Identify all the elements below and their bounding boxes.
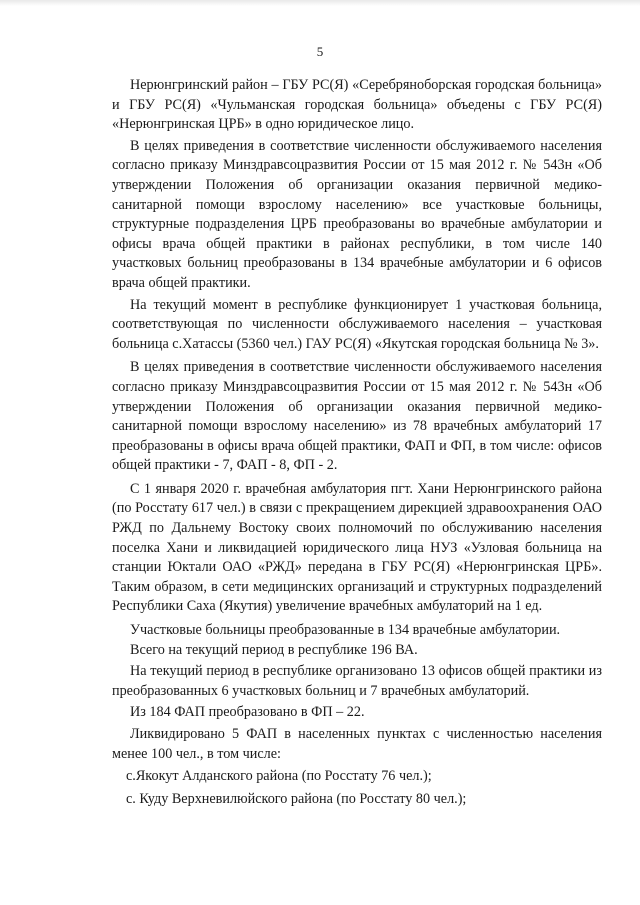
paragraph-liquidated-fap: Ликвидировано 5 ФАП в населенных пунктах с численностью населения менее 100 чел., в том числе: — [112, 726, 602, 762]
list-item-yakokut: с.Якокут Алданского района (по Росстату 76 чел.); — [126, 768, 432, 785]
paragraph-khani-ambulatory: С 1 января 2020 г. врачебная амбулатория пгт. Хани Нерюнгринского района (по Росстату 617 чел.) в связи с прекращением дирекцией здравоохранения ОАО РЖД по Дальнему Востоку своих полномочий по обслуживанию населения поселка Хани и ликвидацией юридического лица НУЗ «Узловая больница на станции Юктали ОАО «РЖД» передана в ГБУ РС(Я) «Нерюнгринская ЦРБ». Таким образом, в сети медицинских организаций и структурных подразделений Республики Саха (Якутия) увеличение врачебных амбулаторий на 1 ед. — [112, 480, 602, 615]
paragraph-gp-offices: На текущий период в республике организовано 13 офисов общей практики из преобразованных 6 участковых больниц и 7 врачебных амбулаторий. — [112, 663, 602, 699]
document-body — [112, 76, 602, 809]
paragraph-current-hospital: На текущий момент в республике функционирует 1 участковая больница, соответствующая по численности обслуживаемого населения – участковая больница с.Хатассы (5360 чел.) ГАУ РС(Я) «Якутская городская больница № 3». — [112, 296, 602, 352]
paragraph-ambulatory-conversion: В целях приведения в соответствие численности обслуживаемого населения согласно приказу Минздравсоцразвития России от 15 мая 2012 г. № 543н «Об утверждении Положения об организации оказания первичной медико-санитарной помощи взрослому населению» из 78 врачебных амбулаторий 17 преобразованы в офисы врача общей практики, ФАП и ФП, в том числе: офисов общей практики - 7, ФАП - 8, ФП - 2. — [112, 359, 602, 474]
paragraph-neryungri-merger: Нерюнгринский район – ГБУ РС(Я) «Серебряноборская городская больница» и ГБУ РС(Я) «Чульманская городская больница» объедены с ГБУ РС(Я) «Нерюнгринская ЦРБ» в одно юридическое лицо. — [112, 77, 602, 133]
paragraph-total-va: Всего на текущий период в республике 196 ВА. — [130, 641, 418, 658]
list-item-kudu: с. Куду Верхневилюйского района (по Росстату 80 чел.); — [126, 790, 467, 807]
page-number: 5 — [316, 44, 324, 59]
paragraph-converted-hospitals: Участковые больницы преобразованные в 134 врачебные амбулатории. — [130, 622, 561, 639]
paragraph-fap-conversion: Из 184 ФАП преобразовано в ФП – 22. — [130, 704, 365, 721]
scan-edge — [0, 0, 640, 6]
paragraph-reorganization: В целях приведения в соответствие численности обслуживаемого населения согласно приказу Минздравсоцразвития России от 15 мая 2012 г. № 543н «Об утверждении Положения об организации оказания первичной медико-санитарной помощи взрослому населению» все участковые больницы, структурные подразделения ЦРБ преобразованы во врачебные амбулатории и офисы врача общей практики в районах республики, в том числе 140 участковых больниц преобразованы в 134 врачебные амбулатории и 6 офисов врача общей практики. — [112, 137, 602, 291]
